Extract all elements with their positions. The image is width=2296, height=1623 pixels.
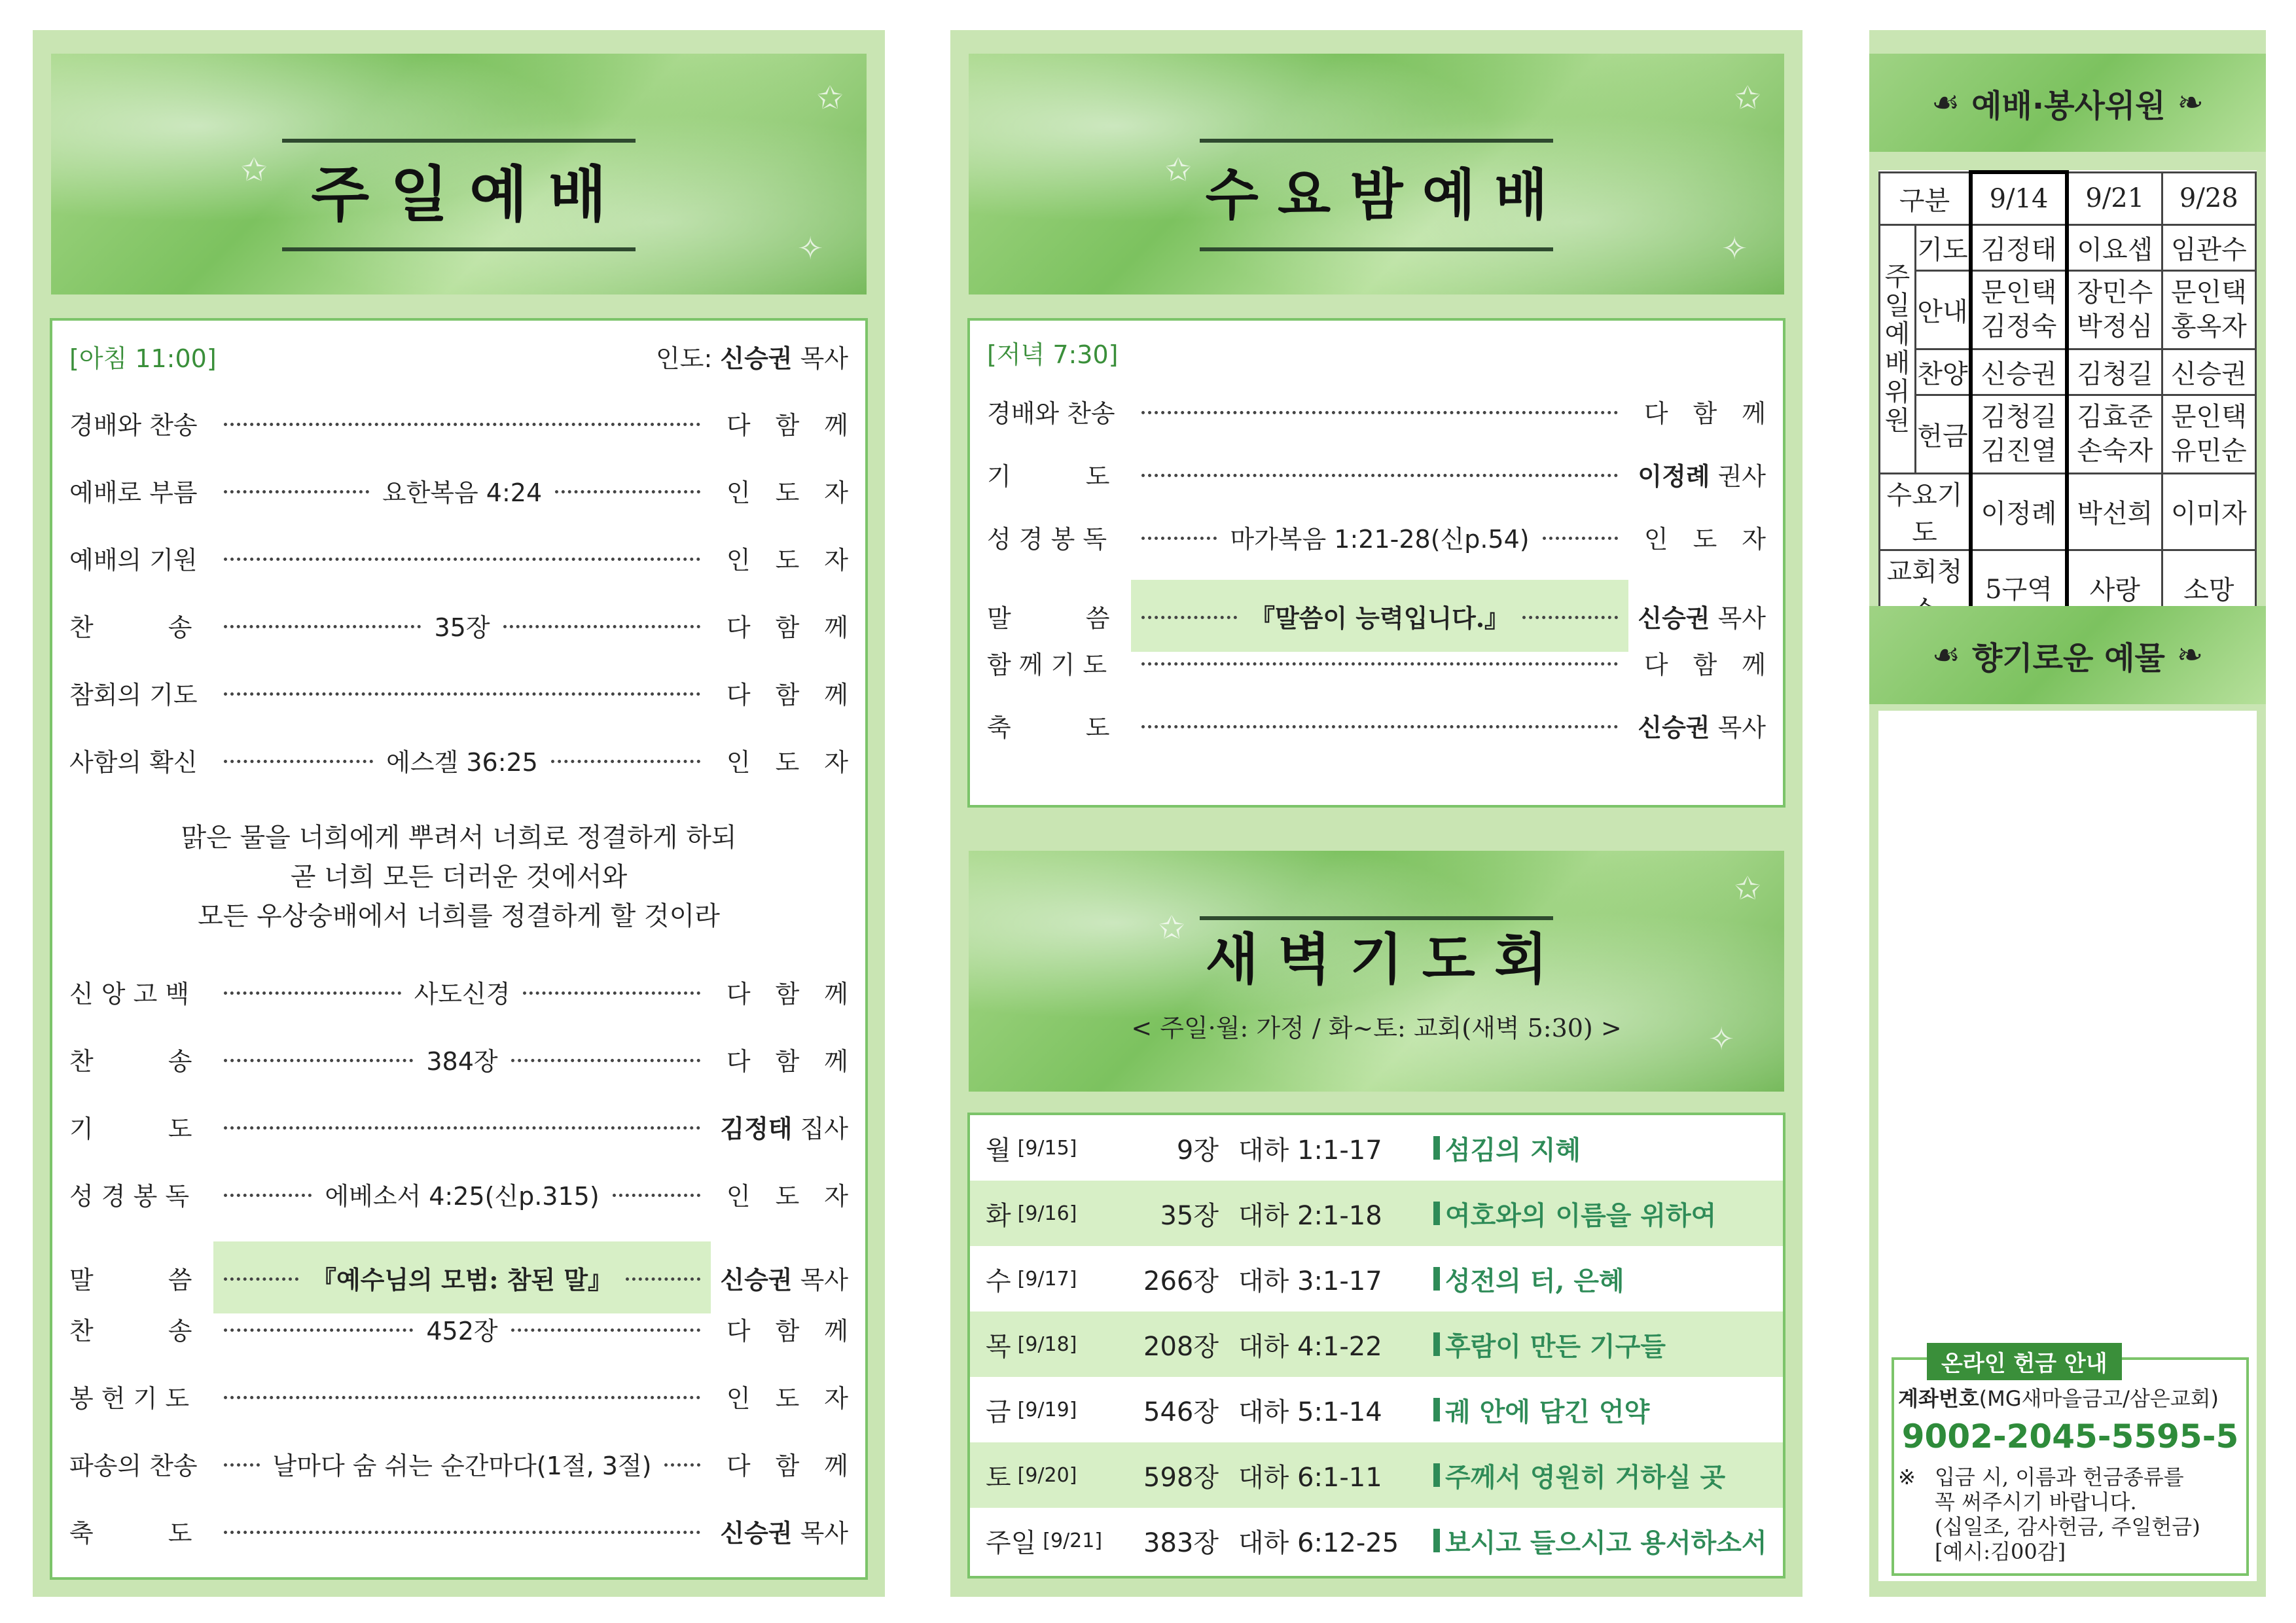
role-cell: 수요기도 xyxy=(1880,473,1971,550)
service-time: [아침 11:00] xyxy=(69,344,217,373)
order-label: 신 앙 고 백 xyxy=(69,979,190,1008)
account-number: 9002-2045-5595-5 xyxy=(1901,1418,2239,1455)
order-row xyxy=(69,1309,848,1348)
dawn-hymn: 266장 xyxy=(1143,1266,1219,1296)
committee-table-wrap xyxy=(1878,170,2257,606)
dawn-date: [9/19] xyxy=(1017,1398,1077,1421)
order-row xyxy=(69,1376,848,1416)
role-cell: 찬양 xyxy=(1916,349,1971,395)
order-row xyxy=(69,538,848,577)
fleuron-icon: ❧ xyxy=(2176,637,2204,673)
order-detail: 35장 xyxy=(434,613,490,642)
dawn-day: 주일 xyxy=(986,1527,1037,1558)
dawn-ref: 대하 1:1-17 xyxy=(1238,1135,1382,1166)
cell: 사랑 xyxy=(2067,550,2162,626)
order-person: 신승권 목사 xyxy=(720,1265,848,1294)
dawn-row xyxy=(970,1442,1783,1508)
cell: 임관수 xyxy=(2162,224,2255,270)
order-label: 예배로 부름 xyxy=(69,478,198,507)
note-mark: ※ xyxy=(1898,1465,1916,1489)
bar-bullet-icon xyxy=(1433,1463,1440,1487)
dawn-topic: 후람이 만든 기구들 xyxy=(1445,1330,1666,1362)
order-row xyxy=(69,1511,848,1550)
order-label: 성 경 봉 독 xyxy=(987,524,1107,554)
dawn-day: 토 xyxy=(986,1462,1011,1493)
order-detail: 『예수님의 모범: 참된 말』 xyxy=(311,1264,613,1294)
dawn-row xyxy=(970,1508,1783,1573)
order-person: 다 함 께 xyxy=(726,1046,848,1076)
star-doodle-icon: ✩ xyxy=(817,80,844,116)
cell: 이요셉 xyxy=(2067,224,2162,270)
dawn-day: 월 xyxy=(986,1135,1011,1166)
dawn-date: [9/20] xyxy=(1017,1463,1077,1487)
order-row xyxy=(987,454,1766,493)
order-label: 기 도 xyxy=(987,461,1110,491)
cell: 장민수 박정심 xyxy=(2067,270,2162,349)
order-detail: 452장 xyxy=(426,1316,498,1346)
fleuron-icon: ☙ xyxy=(1931,84,1960,121)
role-cell: 기도 xyxy=(1916,224,1971,270)
order-person: 인 도 자 xyxy=(726,478,848,507)
dawn-date: [9/15] xyxy=(1017,1136,1077,1160)
fleuron-icon: ❧ xyxy=(2177,84,2204,121)
cell: 신승권 xyxy=(1971,349,2067,395)
order-row xyxy=(69,471,848,510)
order-person: 신승권 목사 xyxy=(720,1518,848,1548)
order-label: 함 께 기 도 xyxy=(987,650,1107,679)
order-row xyxy=(69,740,848,779)
dawn-hymn: 546장 xyxy=(1143,1397,1219,1427)
order-label: 축 도 xyxy=(69,1518,192,1548)
order-label: 말 씀 xyxy=(69,1265,192,1294)
dawn-topic: 주께서 영원히 거하실 곳 xyxy=(1445,1461,1726,1493)
header-cell: 9/14 xyxy=(1971,172,2067,224)
order-label: 예배의 기원 xyxy=(69,545,198,575)
committee-table xyxy=(1878,170,2257,628)
star-doodle-icon: ✧ xyxy=(1721,230,1748,267)
header-cell: 구분 xyxy=(1880,172,1971,224)
dawn-title: 새 벽 기 도 회 xyxy=(1200,916,1553,999)
order-row xyxy=(987,705,1766,745)
dawn-row xyxy=(970,1246,1783,1311)
bar-bullet-icon xyxy=(1433,1529,1440,1552)
role-cell: 교회청 xyxy=(1880,550,1971,626)
order-row xyxy=(987,643,1766,682)
order-person: 다 함 께 xyxy=(726,410,848,440)
dawn-hymn: 598장 xyxy=(1143,1462,1219,1493)
order-row xyxy=(987,580,1766,652)
bar-bullet-icon xyxy=(1433,1398,1440,1421)
offering-header xyxy=(1869,606,2266,704)
dawn-date: [9/18] xyxy=(1017,1332,1077,1356)
dawn-topic: 성전의 터, 은혜 xyxy=(1445,1265,1624,1296)
order-person: 이정례 권사 xyxy=(1638,461,1766,491)
order-person: 신승권 목사 xyxy=(1638,713,1766,742)
wednesday-time-row xyxy=(987,332,1766,372)
cell: 김정태 xyxy=(1971,224,2067,270)
dawn-row xyxy=(970,1311,1783,1377)
cell: 박선희 xyxy=(2067,473,2162,550)
cell: 문인택 유민순 xyxy=(2162,395,2255,473)
order-label: 경배와 찬송 xyxy=(69,410,198,440)
dawn-date: [9/21] xyxy=(1043,1529,1103,1552)
order-person: 다 함 께 xyxy=(726,1316,848,1346)
dawn-ref: 대하 6:12-25 xyxy=(1238,1527,1399,1558)
online-offering-box xyxy=(1892,1351,2249,1576)
offering-title: 향기로운 예물 xyxy=(1971,639,2165,677)
account-line: 계좌번호(MG새마을금고/삼은교회) xyxy=(1898,1386,2219,1411)
order-label: 찬 송 xyxy=(69,1046,192,1076)
order-label: 말 씀 xyxy=(987,603,1110,633)
bar-bullet-icon xyxy=(1433,1332,1440,1356)
order-row xyxy=(69,1444,848,1483)
dawn-topic: 여호와의 이름을 위하여 xyxy=(1445,1200,1717,1231)
dawn-row xyxy=(970,1115,1783,1181)
header-cell: 9/28 xyxy=(2162,172,2255,224)
order-person: 신승권 목사 xyxy=(1638,603,1766,633)
sunday-banner xyxy=(51,54,867,294)
order-row xyxy=(69,403,848,442)
order-row xyxy=(987,391,1766,431)
order-detail: 에스겔 36:25 xyxy=(386,747,538,777)
dawn-ref: 대하 4:1-22 xyxy=(1238,1331,1382,1362)
verse-block xyxy=(52,818,865,936)
dawn-day: 수 xyxy=(986,1266,1011,1296)
bar-bullet-icon xyxy=(1433,1202,1440,1225)
dawn-topic: 보시고 들으시고 용서하소서 xyxy=(1445,1527,1767,1558)
committee-header xyxy=(1869,54,2266,152)
order-label: 찬 송 xyxy=(69,613,192,642)
cell: 문인택 홍옥자 xyxy=(2162,270,2255,349)
order-row xyxy=(69,673,848,712)
order-detail: 마가복음 1:21-28(신p.54) xyxy=(1230,524,1530,554)
order-row xyxy=(69,1241,848,1313)
star-doodle-icon: ✩ xyxy=(241,152,268,188)
order-label: 성 경 봉 독 xyxy=(69,1181,190,1211)
dawn-ref: 대하 3:1-17 xyxy=(1238,1266,1382,1296)
header-cell: 9/21 xyxy=(2067,172,2162,224)
dawn-day: 금 xyxy=(986,1397,1011,1427)
order-person: 다 함 께 xyxy=(1643,650,1766,679)
dawn-ref: 대하 2:1-18 xyxy=(1238,1200,1382,1231)
bar-bullet-icon xyxy=(1433,1267,1440,1291)
offering-note: ※ 입금 시, 이름과 헌금종류를 꼭 써주시기 바랍니다. (십일조, 감사헌금, 주일헌금) [예시:김00감] xyxy=(1898,1465,2200,1564)
order-label: 기 도 xyxy=(69,1114,192,1143)
dawn-hymn: 9장 xyxy=(1176,1135,1219,1166)
order-detail: 에베소서 4:25(신p.315) xyxy=(325,1181,600,1211)
order-row xyxy=(69,605,848,645)
cell: 김청길 김진열 xyxy=(1971,395,2067,473)
dawn-hymn: 383장 xyxy=(1143,1527,1219,1558)
cell: 소망 xyxy=(2162,550,2255,626)
dawn-day: 목 xyxy=(986,1331,1011,1362)
order-row xyxy=(69,972,848,1011)
cell: 문인택 김정숙 xyxy=(1971,270,2067,349)
order-person: 인 도 자 xyxy=(726,1181,848,1211)
dawn-day: 화 xyxy=(986,1200,1011,1231)
order-person: 다 함 께 xyxy=(1643,399,1766,428)
order-person: 인 도 자 xyxy=(726,747,848,777)
bar-bullet-icon xyxy=(1433,1136,1440,1160)
order-detail: 사도신경 xyxy=(414,979,511,1008)
order-person: 인 도 자 xyxy=(726,545,848,575)
service-time: [저녁 7:30] xyxy=(987,340,1119,369)
sunday-order-box xyxy=(50,318,868,1580)
verse-line: 맑은 물을 너희에게 뿌려서 너희로 정결하게 하되 xyxy=(181,823,737,853)
order-label: 찬 송 xyxy=(69,1316,192,1346)
star-doodle-icon: ✩ xyxy=(1734,80,1761,116)
cell: 이미자 xyxy=(2162,473,2255,550)
order-person: 다 함 께 xyxy=(726,680,848,709)
dawn-topic: 궤 안에 담긴 언약 xyxy=(1445,1396,1650,1427)
order-label: 참회의 기도 xyxy=(69,680,198,709)
star-doodle-icon: ✧ xyxy=(797,230,824,267)
cell: 김청길 xyxy=(2067,349,2162,395)
leader-info: 인도: 신승권 목사 xyxy=(656,344,848,373)
dawn-date: [9/17] xyxy=(1017,1267,1077,1291)
wednesday-banner xyxy=(969,54,1784,294)
order-person: 인 도 자 xyxy=(726,1383,848,1413)
middle-panel xyxy=(950,30,1803,1597)
dawn-topic: 섬김의 지혜 xyxy=(1445,1134,1581,1166)
committee-title: 예배·봉사위원 xyxy=(1971,87,2166,124)
cell: 김효준 손숙자 xyxy=(2067,395,2162,473)
dawn-hymn: 35장 xyxy=(1160,1200,1219,1231)
group-label: 주일예배위원 xyxy=(1880,224,1916,473)
order-label: 파송의 찬송 xyxy=(69,1451,198,1480)
star-doodle-icon: ✩ xyxy=(1734,870,1761,907)
order-row xyxy=(69,1039,848,1079)
dawn-ref: 대하 5:1-14 xyxy=(1238,1397,1382,1427)
cell: 5구역 xyxy=(1971,550,2067,626)
order-label: 사함의 확신 xyxy=(69,747,198,777)
right-panel xyxy=(1869,30,2266,1597)
sunday-time-row xyxy=(69,336,848,376)
dawn-ref: 대하 6:1-11 xyxy=(1238,1462,1382,1493)
order-label: 축 도 xyxy=(987,713,1110,742)
wednesday-title: 수 요 밤 예 배 xyxy=(1200,139,1553,251)
order-detail: 날마다 숨 쉬는 순간마다(1절, 3절) xyxy=(272,1451,652,1480)
star-doodle-icon: ✩ xyxy=(1165,152,1192,188)
order-label: 봉 헌 기 도 xyxy=(69,1383,190,1413)
verse-line: 모든 우상숭배에서 너희를 정결하게 할 것이라 xyxy=(198,901,720,931)
sunday-title: 주 일 예 배 xyxy=(282,139,636,251)
order-person: 다 함 께 xyxy=(726,979,848,1008)
offering-area xyxy=(1878,711,2257,1581)
order-row xyxy=(69,1174,848,1213)
order-person: 다 함 께 xyxy=(726,1451,848,1480)
order-person: 김정태 집사 xyxy=(720,1114,848,1143)
order-detail: 요한복음 4:24 xyxy=(382,478,543,507)
fleuron-icon: ☙ xyxy=(1931,637,1960,673)
dawn-hymn: 208장 xyxy=(1143,1331,1219,1362)
order-detail: 384장 xyxy=(426,1046,498,1076)
dawn-banner xyxy=(969,851,1784,1092)
dawn-date: [9/16] xyxy=(1017,1202,1077,1225)
cell: 신승권 xyxy=(2162,349,2255,395)
star-doodle-icon: ✩ xyxy=(1158,910,1185,946)
star-doodle-icon: ✧ xyxy=(1708,1021,1735,1058)
cell: 이정례 xyxy=(1971,473,2067,550)
dawn-subtitle: < 주일·월: 가정 / 화~토: 교회(새벽 5:30) > xyxy=(1131,1014,1622,1043)
order-person: 인 도 자 xyxy=(1643,524,1766,554)
role-cell: 안내 xyxy=(1916,270,1971,349)
dawn-row xyxy=(970,1181,1783,1246)
order-detail: 『말씀이 능력입니다.』 xyxy=(1249,603,1510,633)
order-row xyxy=(69,1107,848,1146)
sunday-panel xyxy=(33,30,885,1597)
role-cell: 헌금 xyxy=(1916,395,1971,473)
order-row xyxy=(987,517,1766,556)
verse-line: 곧 너희 모든 더러운 것에서와 xyxy=(290,862,628,892)
wednesday-order-box xyxy=(967,318,1785,808)
online-offering-label: 온라인 헌금 안내 xyxy=(1927,1343,2122,1380)
dawn-row xyxy=(970,1377,1783,1442)
order-person: 다 함 께 xyxy=(726,613,848,642)
order-label: 경배와 찬송 xyxy=(987,399,1115,428)
dawn-schedule-box xyxy=(967,1113,1785,1578)
